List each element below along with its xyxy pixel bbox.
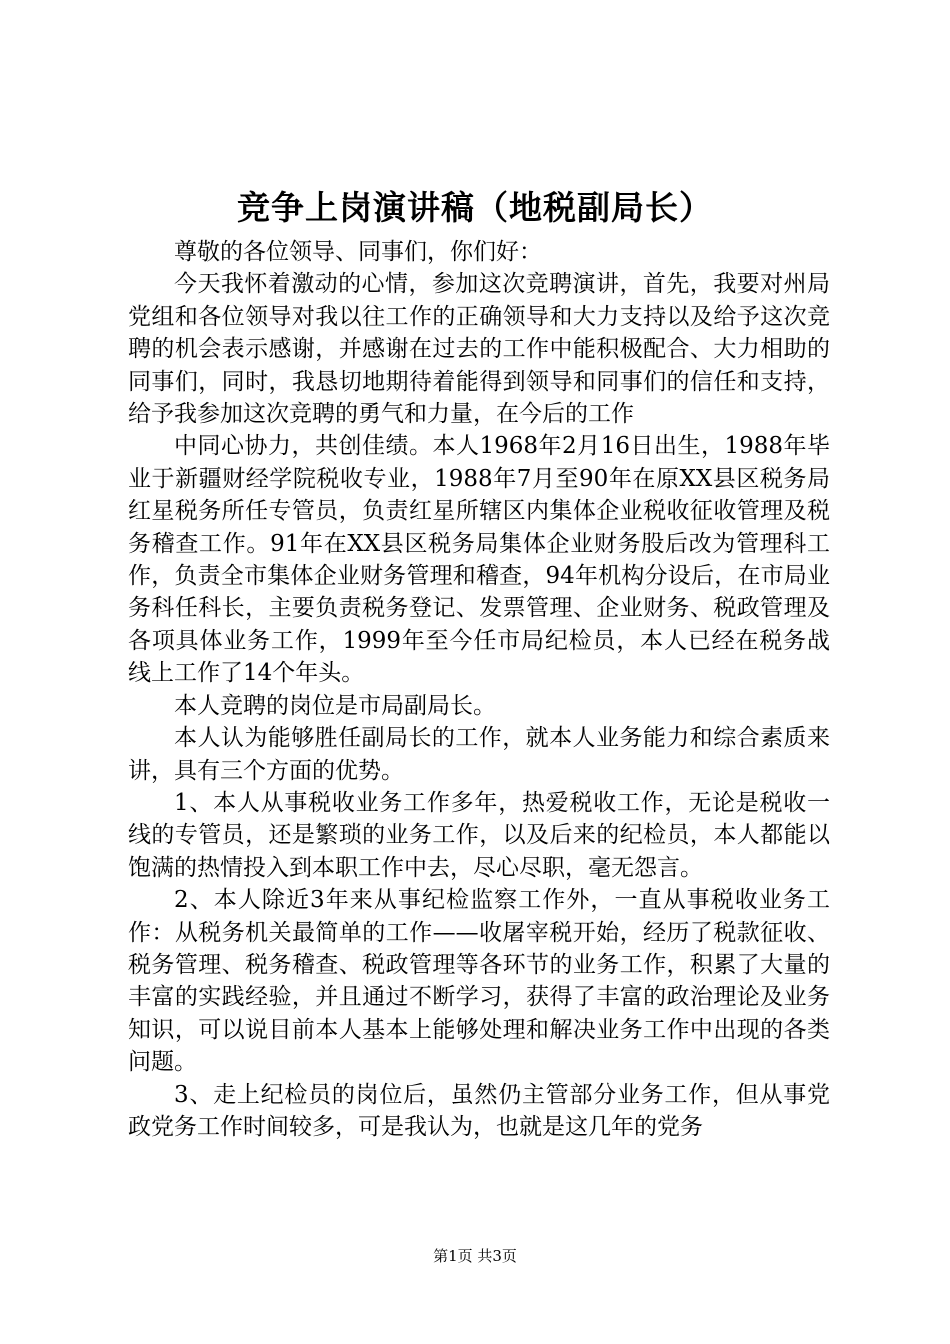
document-title: 竞争上岗演讲稿（地税副局长） — [237, 188, 713, 227]
page-footer: 第1页 共3页 — [433, 1247, 517, 1265]
paragraph-advantage-3: 3、走上纪检员的岗位后，虽然仍主管部分业务工作，但从事党政党务工作时间较多，可是我认为，也就是这几年的党务 — [128, 1081, 830, 1140]
paragraph-opening: 今天我怀着激动的心情，参加这次竞聘演讲，首先，我要对州局党组和各位领导对我以往工作的正确领导和大力支持以及给予这次竞聘的机会表示感谢，并感谢在过去的工作中能积极配合、大力相助的同事们，同时，我恳切地期待着能得到领导和同事们的信任和支持，给予我参加这次竞聘的勇气和力量，在今后的工作 — [128, 271, 830, 428]
paragraph-greeting: 尊敬的各位领导、同事们，你们好： — [174, 239, 542, 265]
paragraph-advantage-1: 1、本人从事税收业务工作多年，热爱税收工作，无论是税收一线的专管员，还是繁琐的业务工作，以及后来的纪检员，本人都能以饱满的热情投入到本职工作中去，尽心尽职，毫无怨言。 — [128, 789, 830, 881]
paragraph-background: 中同心协力，共创佳绩。本人1968年2月16日出生，1988年毕业于新疆财经学院税收专业，1988年7月至90年在原XX县区税务局红星税务所任专管员，负责红星所辖区内集体企业税收征收管理及税务稽查工作。91年在XX县区税务局集体企业财务股后改为管理科工作，负责全市集体企业财务管理和稽查，94年机构分设后，在市局业务科任科长，主要负责税务登记、发票管理、企业财务、税政管理及各项具体业务工作，1999年至今任市局纪检员，本人已经在税务战线上工作了14个年头。 — [128, 433, 830, 687]
paragraph-position: 本人竞聘的岗位是市局副局长。 — [174, 692, 496, 719]
paragraph-advantage-2: 2、本人除近3年来从事纪检监察工作外，一直从事税收业务工作：从税务机关最简单的工作——收屠宰税开始，经历了税款征收、税务管理、税务稽查、税政管理等各环节的业务工作，积累了大量的丰富的实践经验，并且通过不断学习，获得了丰富的政治理论及业务知识，可以说目前本人基本上能够处理和解决业务工作中出现的各类问题。 — [128, 887, 830, 1076]
document-body — [128, 236, 830, 1143]
paragraph-advantages-intro: 本人认为能够胜任副局长的工作，就本人业务能力和综合素质来讲，具有三个方面的优势。 — [128, 725, 830, 784]
